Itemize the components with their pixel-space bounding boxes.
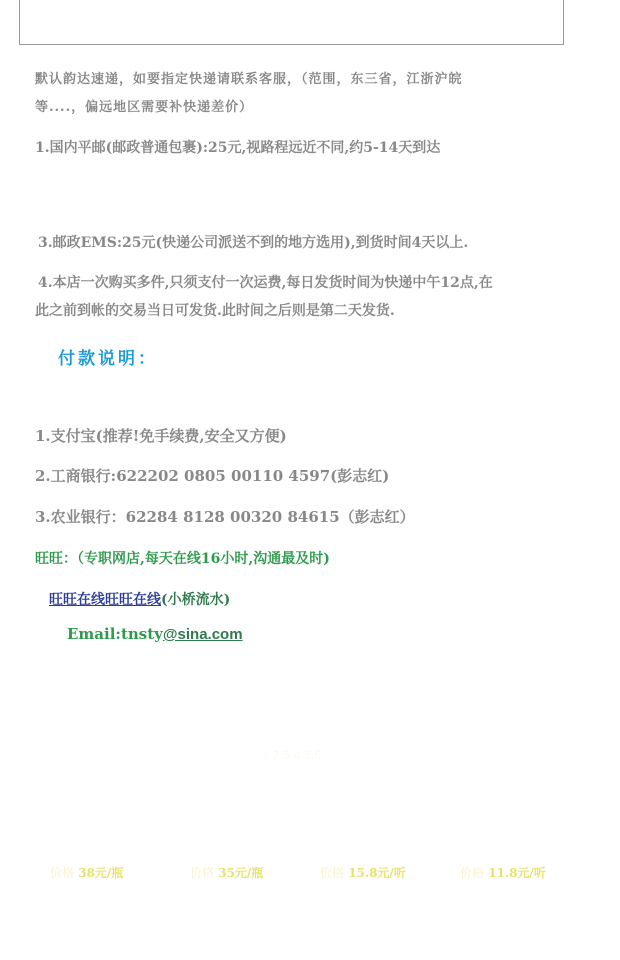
shipping-item-1: 1.国内平邮(邮政普通包裹):25元,视路程远近不同,约5-14天到达 — [35, 140, 441, 156]
wangwang-online-link-1[interactable]: 旺旺在线 — [49, 592, 105, 608]
shipping-item-4-line2: 此之前到帐的交易当日可发货.此时间之后则是第二天发货. — [35, 303, 395, 319]
shipping-item-4-line1: 4.本店一次购买多件,只须支付一次运费,每日发货时间为快递中午12点,在 — [38, 275, 493, 291]
price-value-4: 11.8元/听 — [488, 866, 546, 880]
price-value-2: 35元/瓶 — [218, 866, 264, 880]
email-label: Email:tnsty — [67, 625, 163, 643]
price-item-1 — [50, 864, 123, 881]
price-value-1: 38元/瓶 — [78, 866, 124, 880]
email-link[interactable]: @sina.com — [162, 626, 243, 643]
shipping-notice-line2: 等....，偏远地区需要补快递差价） — [35, 100, 254, 115]
wangwang-info: 旺旺：（专职网店,每天在线16小时,沟通最及时) — [35, 551, 330, 567]
faint-footer-center-text: 1 2 3 4 5 6 — [262, 749, 322, 762]
payment-title: 付款说明： — [58, 349, 158, 369]
price-prefix-2: 价格 — [190, 866, 215, 880]
price-value-3: 15.8元/听 — [348, 866, 406, 880]
wangwang-nickname: (小桥流水) — [161, 592, 231, 608]
faint-footer-label-2: · — [176, 840, 180, 853]
wangwang-online-link-2[interactable]: 旺旺在线 — [105, 592, 161, 608]
price-item-4 — [460, 864, 546, 881]
price-item-2 — [190, 864, 263, 881]
payment-item-alipay: 1.支付宝(推荐!免手续费,安全又方便) — [35, 427, 287, 445]
top-frame-box — [19, 0, 564, 45]
price-prefix-3: 价格 — [320, 866, 345, 880]
payment-item-abc: 3.农业银行：62284 8128 00320 84615（彭志红） — [35, 508, 415, 526]
price-prefix-4: 价格 — [460, 866, 485, 880]
faint-footer-label-1: · — [36, 840, 40, 853]
faint-footer-label-4: · — [455, 840, 459, 853]
email-row — [67, 625, 243, 643]
price-prefix-1: 价格 — [50, 866, 75, 880]
shipping-notice-line1: 默认韵达速递，如要指定快递请联系客服，（范围，东三省，江浙沪皖 — [35, 72, 463, 87]
price-item-3 — [320, 864, 406, 881]
payment-item-icbc: 2.工商银行:622202 0805 00110 4597(彭志红) — [35, 467, 390, 485]
faint-footer-label-3: · — [312, 840, 316, 853]
shipping-item-3: 3.邮政EMS:25元(快递公司派送不到的地方选用),到货时间4天以上. — [38, 235, 469, 251]
wangwang-links-row — [49, 589, 230, 609]
